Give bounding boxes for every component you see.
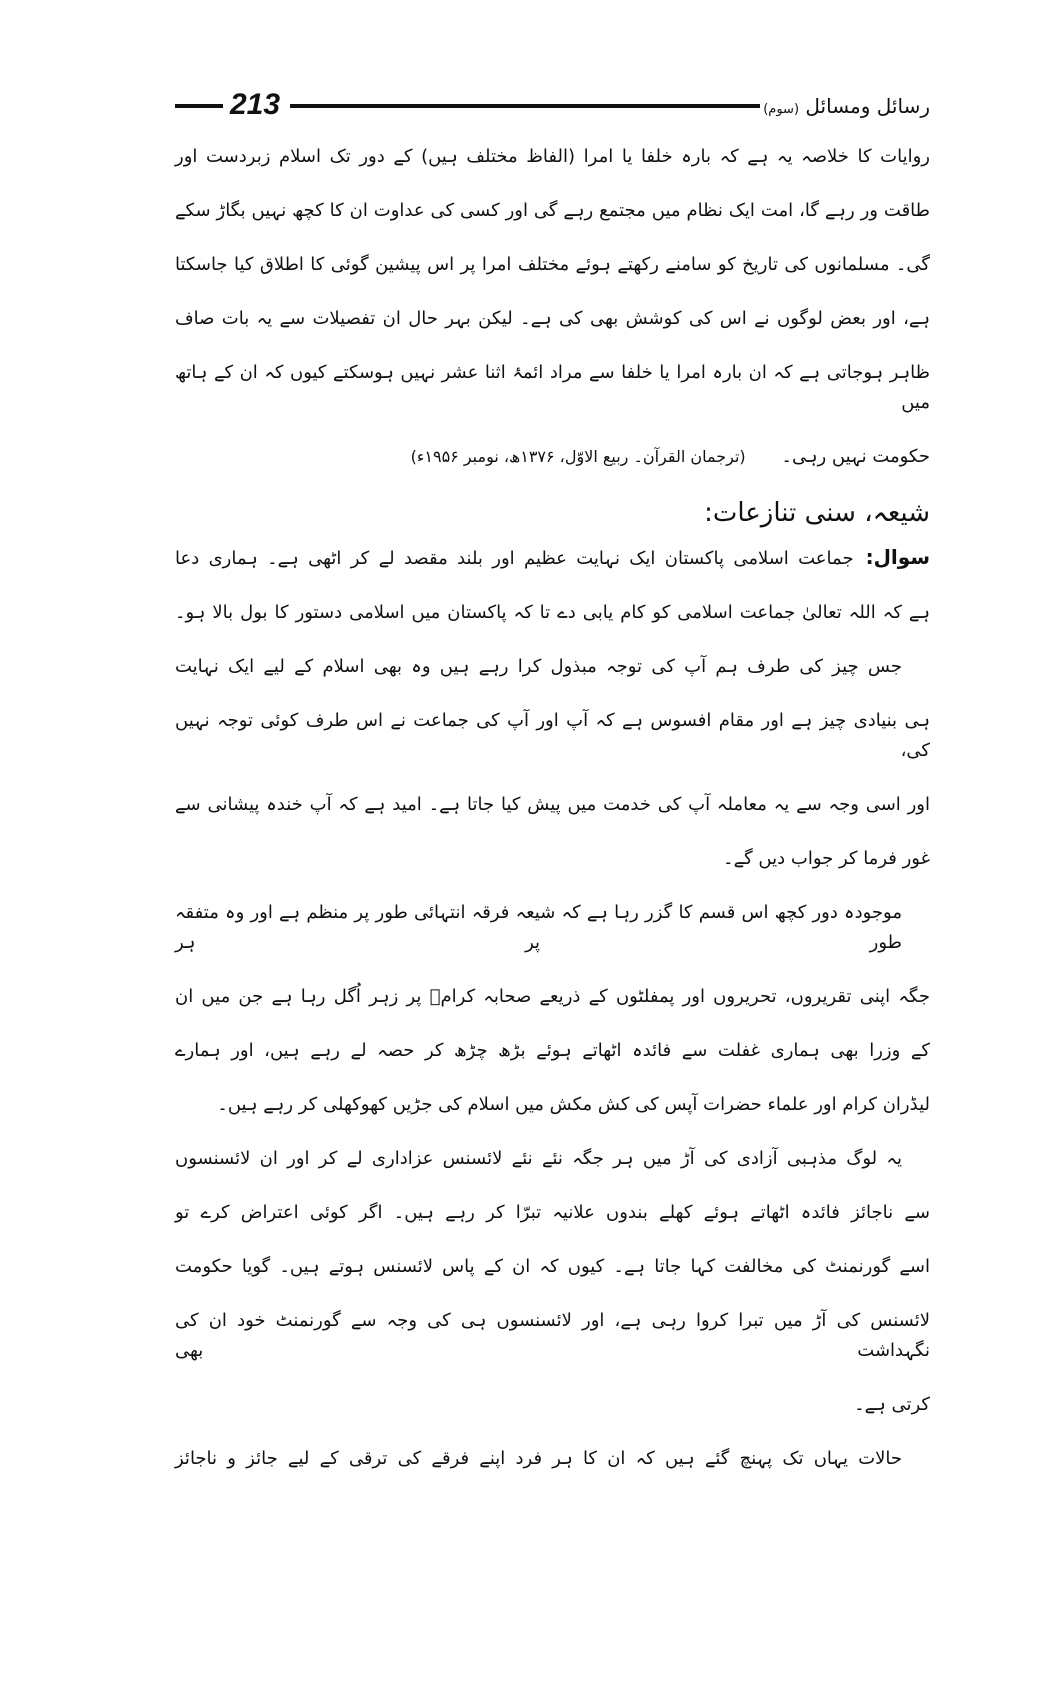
text-line: ہے، اور بعض لوگوں نے اس کی کوشش بھی کی ہے۔ لیکن بہر حال ان تفصیلات سے یہ بات صاف [175,308,930,329]
question-line [175,542,930,574]
page-body [175,142,930,1474]
text-line: طاقت ور رہے گا، امت ایک نظام میں مجتمع رہے گی اور کسی کی عداوت ان کا کچھ نہیں بگاڑ سکے [175,200,930,221]
volume-label: (سوم) [763,102,800,117]
text-line: ہی بنیادی چیز ہے اور مقام افسوس ہے کہ آپ اور آپ کی جماعت نے اس طرف کوئی توجہ نہیں کی، [175,710,930,761]
text-line: کرتی ہے۔ [854,1394,930,1415]
question-text: جماعت اسلامی پاکستان ایک نہایت عظیم اور بلند مقصد لے کر اٹھی ہے۔ ہماری دعا [175,548,854,569]
text-line: یہ لوگ مذہبی آزادی کی آڑ میں ہر جگہ نئے نئے لائسنس عزاداری لے کر اور ان لائسنسوں [175,1148,902,1169]
last-line-text: حکومت نہیں رہی۔ [781,446,930,467]
text-line: ظاہر ہوجاتی ہے کہ ان بارہ امرا یا خلفا سے مراد ائمۂ اثنا عشر نہیں ہوسکتے کیوں کہ ان کے ہاتھ میں [175,362,930,413]
text-line: روایات کا خلاصہ یہ ہے کہ بارہ خلفا یا امرا (الفاظ مختلف ہیں) کے دور تک اسلام زبردست اور [175,146,930,167]
text-line: جس چیز کی طرف ہم آپ کی توجہ مبذول کرا رہے ہیں وہ بھی اسلام کے لیے ایک نہایت [175,656,902,677]
text-line: ہے کہ اللہ تعالیٰ جماعت اسلامی کو کام یابی دے تا کہ پاکستان میں اسلامی دستور کا بول بالا ہو۔ [175,602,930,623]
text-line: اسے گورنمنٹ کی مخالفت کہا جاتا ہے۔ کیوں کہ ان کے پاس لائسنس ہوتے ہیں۔ گویا حکومت [175,1256,930,1277]
running-header [175,88,930,128]
book-title [763,94,930,118]
header-rule-left [175,104,223,108]
text-line: موجودہ دور کچھ اس قسم کا گزر رہا ہے کہ شیعہ فرقہ انتہائی طور پر منظم ہے اور وہ متفقہ طور پر ہر [175,902,902,953]
text-line-last [175,442,930,472]
page-number: 213 [230,88,281,121]
text-line: سے ناجائز فائدہ اٹھاتے ہوئے کھلے بندوں علانیہ تبرّا کر رہے ہیں۔ اگر کوئی اعتراض کرے تو [175,1202,930,1223]
text-line: جگہ اپنی تقریروں، تحریروں اور پمفلٹوں کے ذریعے صحابہ کرامؓ پر زہر اُگل رہا ہے جن میں ان [175,986,930,1007]
text-line: حالات یہاں تک پہنچ گئے ہیں کہ ان کا ہر فرد اپنے فرقے کی ترقی کے لیے جائز و ناجائز [175,1448,902,1469]
text-line: گی۔ مسلمانوں کی تاریخ کو سامنے رکھتے ہوئے مختلف امرا پر اس پیشین گوئی کا اطلاق کیا جاسکتا [175,254,930,275]
text-line: لیڈران کرام اور علماء حضرات آپس کی کش مکش میں اسلام کی جڑیں کھوکھلی کر رہے ہیں۔ [217,1094,930,1115]
section-heading: شیعہ، سنی تنازعات: [704,498,930,528]
book-title-text: رسائل ومسائل [805,94,930,118]
citation: (ترجمان القرآن۔ ربیع الاوّل، ۱۳۷۶ھ، نومبر ۱۹۵۶ء) [410,447,746,466]
question-label: سوال: [865,545,930,569]
text-line: اور اسی وجہ سے یہ معاملہ آپ کی خدمت میں پیش کیا جاتا ہے۔ امید ہے کہ آپ خندہ پیشانی سے [175,794,930,815]
book-page [175,88,930,1498]
header-rule [290,104,760,108]
text-line: غور فرما کر جواب دیں گے۔ [723,848,930,869]
text-line: لائسنس کی آڑ میں تبرا کروا رہی ہے، اور لائسنسوں ہی کی وجہ سے گورنمنٹ خود ان کی نگہداشت بھی [175,1310,930,1361]
text-line: کے وزرا بھی ہماری غفلت سے فائدہ اٹھاتے ہوئے بڑھ چڑھ کر حصہ لے رہے ہیں، اور ہمارے [175,1040,930,1061]
